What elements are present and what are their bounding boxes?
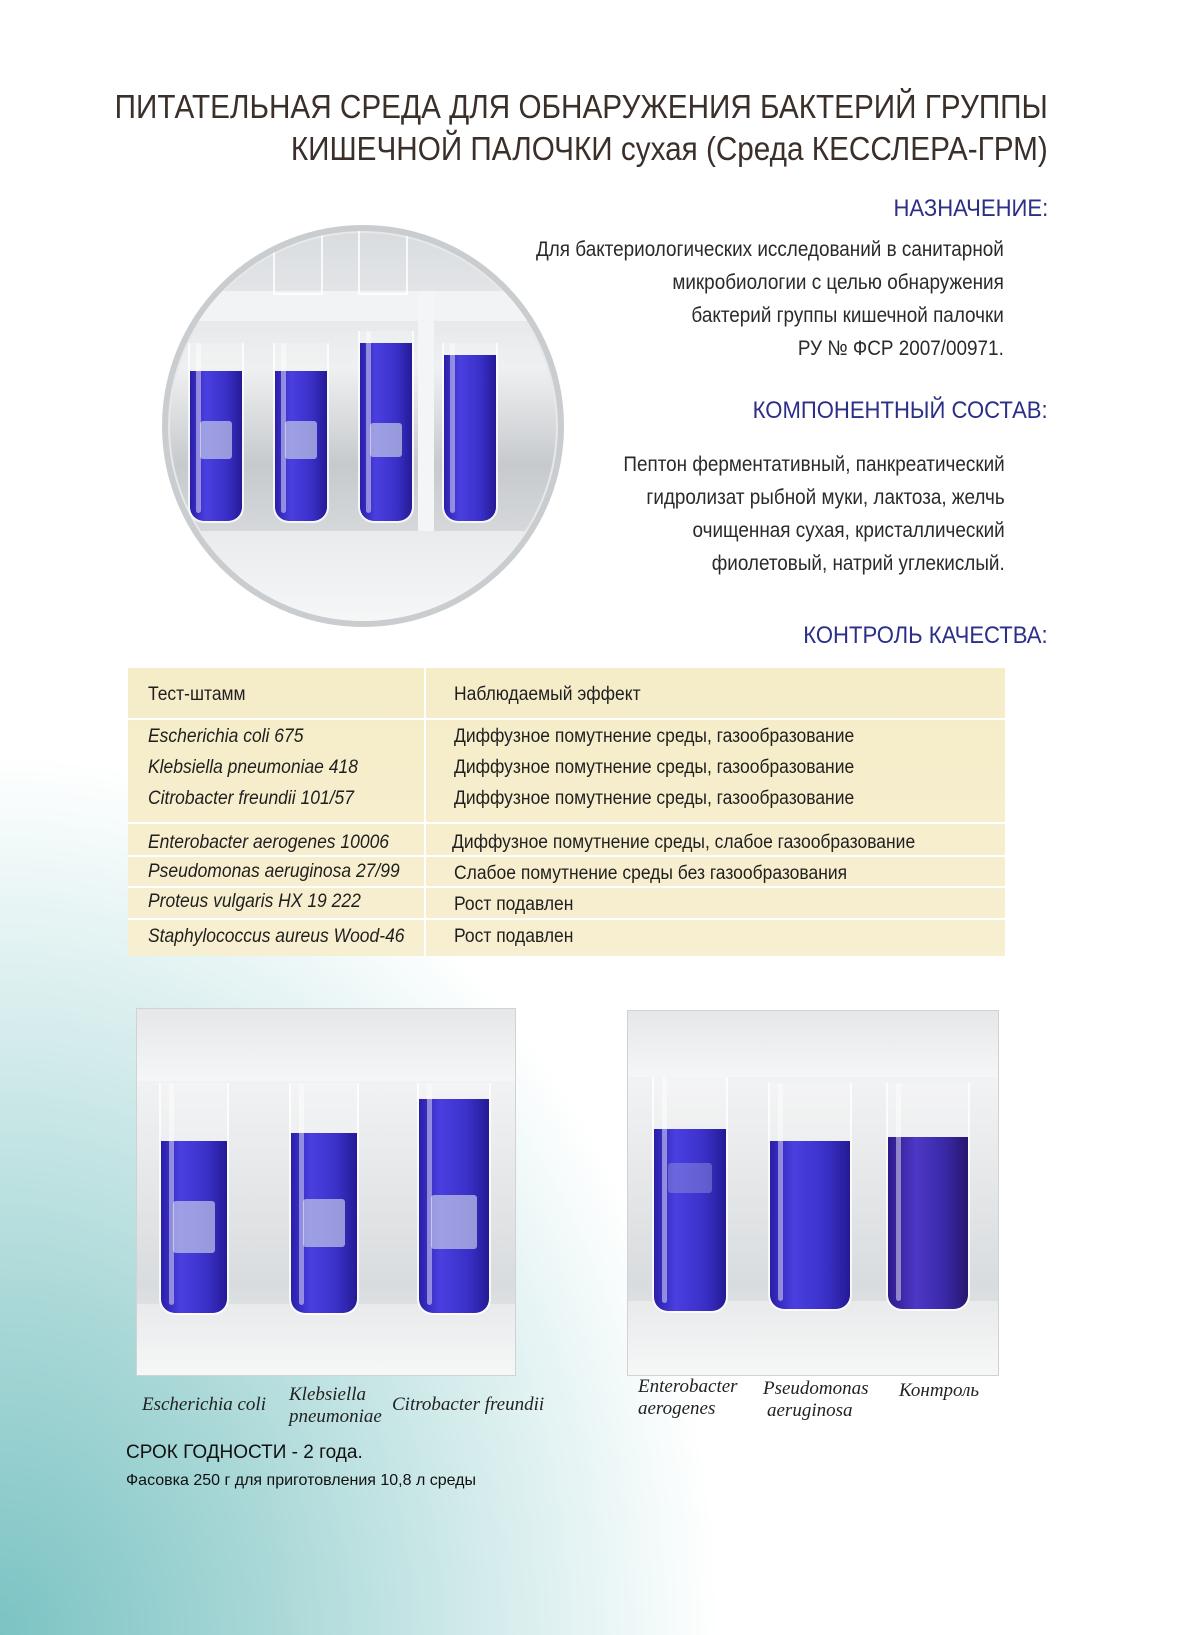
composition-heading: КОМПОНЕНТНЫЙ СОСТАВ: [752, 397, 1048, 424]
table-cell-strain: Klebsiella pneumoniae 418 [148, 757, 358, 778]
table-cell-effect: Диффузное помутнение среды, газообразование [454, 726, 855, 747]
tubes-photo-left [136, 1008, 516, 1376]
tube [159, 1083, 229, 1315]
quality-heading: КОНТРОЛЬ КАЧЕСТВА: [803, 622, 1048, 649]
caption-line: Enterobacter [638, 1376, 738, 1397]
composition-line: фиолетовый, натрий углекислый. [712, 552, 1005, 575]
title-line-2: КИШЕЧНОЙ ПАЛОЧКИ сухая (Среда КЕССЛЕРА-ГРМ) [291, 130, 1048, 167]
tube [289, 1083, 359, 1315]
title-line-1: ПИТАТЕЛЬНАЯ СРЕДА ДЛЯ ОБНАРУЖЕНИЯ БАКТЕРИЙ ГРУППЫ [114, 88, 1048, 125]
table-cell-strain: Citrobacter freundii 101/57 [148, 788, 355, 809]
quality-table [128, 668, 1005, 956]
caption-line: pneumoniae [289, 1406, 382, 1427]
tube [273, 343, 329, 523]
purpose-heading: НАЗНАЧЕНИЕ: [893, 195, 1048, 222]
table-cell-strain: Enterobacter aerogenes 10006 [148, 832, 390, 853]
table-cell-effect: Диффузное помутнение среды, газообразование [454, 788, 855, 809]
table-cell-effect: Диффузное помутнение среды, газообразование [454, 757, 855, 778]
tubes-photo-right [627, 1010, 999, 1376]
tube [652, 1077, 728, 1313]
table-cell-effect: Диффузное помутнение среды, слабое газообразование [452, 832, 916, 853]
caption-klebsiella [289, 1384, 382, 1428]
caption-line: Klebsiella [289, 1384, 367, 1405]
composition-line: Пептон ферментативный, панкреатический [623, 453, 1005, 476]
composition-text [624, 448, 1005, 580]
caption-line: aeruginosa [767, 1400, 853, 1421]
purpose-line: Для бактериологических исследований в санитарной [536, 238, 1004, 261]
caption-line: Pseudomonas [763, 1378, 869, 1399]
table-header-strain: Тест-штамм [148, 684, 246, 705]
page-title [115, 86, 1048, 170]
caption-enterobacter [638, 1376, 738, 1420]
table-header-effect: Наблюдаемый эффект [454, 684, 641, 705]
tube [442, 343, 498, 523]
caption-pseudomonas [763, 1378, 869, 1422]
table-cell-effect: Рост подавлен [454, 926, 574, 947]
table-cell-strain: Staphylococcus aureus Wood-46 [148, 926, 405, 947]
tube [768, 1083, 852, 1311]
tube [358, 331, 414, 523]
table-cell-effect: Рост подавлен [454, 894, 574, 915]
tube [417, 1083, 491, 1315]
table-cell-strain: Pseudomonas aeruginosa 27/99 [148, 861, 400, 882]
circular-tubes-photo [162, 225, 564, 627]
tube [886, 1083, 970, 1311]
caption-escherichia: Escherichia coli [142, 1394, 266, 1415]
shelf-life: СРОК ГОДНОСТИ - 2 года. [126, 1442, 363, 1463]
composition-line: гидролизат рыбной муки, лактоза, желчь [646, 486, 1005, 509]
table-cell-strain: Proteus vulgaris HX 19 222 [148, 891, 361, 912]
table-cell-effect: Слабое помутнение среды без газообразования [454, 863, 848, 884]
purpose-line: РУ № ФСР 2007/00971. [798, 337, 1004, 360]
caption-control: Контроль [899, 1380, 979, 1401]
composition-line: очищенная сухая, кристаллический [692, 519, 1005, 542]
table-cell-strain: Escherichia coli 675 [148, 726, 304, 747]
tube [188, 343, 244, 523]
caption-citrobacter: Citrobacter freundii [392, 1394, 545, 1415]
purpose-line: бактерий группы кишечной палочки [691, 304, 1004, 327]
caption-line: aerogenes [638, 1398, 716, 1419]
purpose-text [536, 233, 1004, 365]
purpose-line: микробиологии с целью обнаружения [672, 271, 1004, 294]
packaging-info: Фасовка 250 г для приготовления 10,8 л среды [126, 1472, 477, 1489]
